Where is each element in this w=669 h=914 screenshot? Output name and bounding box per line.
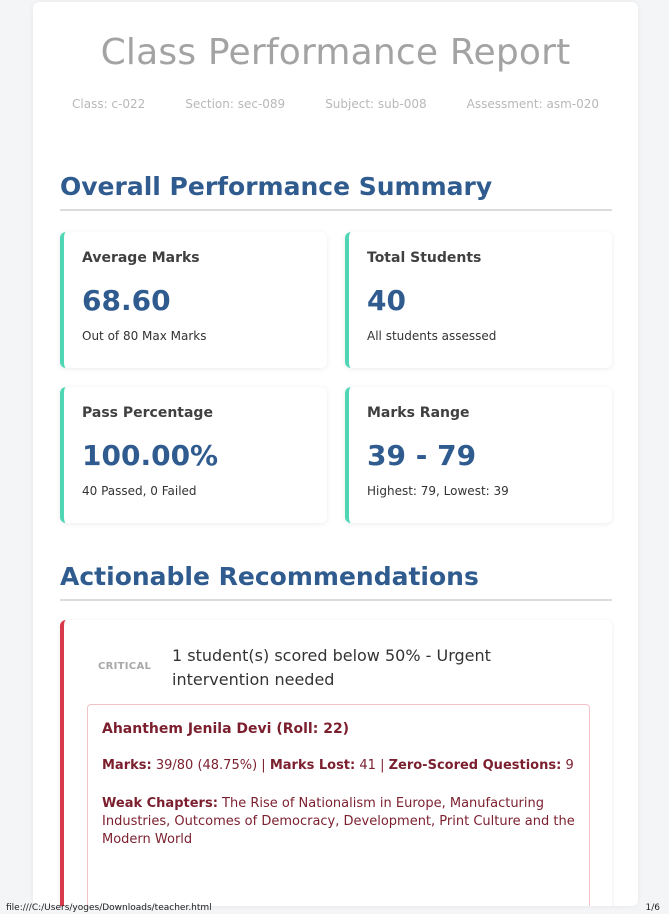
marks-lost-value: 41	[359, 758, 376, 773]
card-value: 39 - 79	[367, 439, 477, 472]
card-subtext: All students assessed	[367, 329, 497, 343]
recommendations-heading: Actionable Recommendations	[60, 562, 612, 601]
card-title: Marks Range	[367, 405, 470, 421]
zero-scored-value: 9	[565, 758, 574, 773]
summary-heading: Overall Performance Summary	[60, 172, 612, 211]
print-footer-path: file:///C:/Users/yoges/Downloads/teacher.html	[6, 903, 212, 913]
weak-chapters-line	[102, 795, 575, 849]
card-subtext: 40 Passed, 0 Failed	[82, 484, 197, 498]
print-footer-page-number: 1/6	[645, 903, 660, 913]
marks-value: 39/80 (48.75%)	[155, 758, 258, 773]
marks-lost-label: Marks Lost:	[269, 758, 356, 773]
card-title: Total Students	[367, 250, 482, 266]
card-value: 40	[367, 284, 406, 317]
zero-scored-label: Zero-Scored Questions:	[388, 758, 562, 773]
summary-card-pass-percentage	[60, 387, 327, 523]
weak-chapters-value: The Rise of Nationalism in Europe, Manufacturing Industries, Outcomes of Democracy, Development, Print Culture and the Modern World	[102, 796, 575, 847]
report-meta	[33, 97, 638, 111]
card-title: Pass Percentage	[82, 405, 213, 421]
student-name: Ahanthem Jenila Devi (Roll: 22)	[102, 721, 350, 737]
priority-badge: CRITICAL	[98, 661, 152, 672]
summary-card-total-students	[345, 232, 612, 368]
report-page	[33, 2, 638, 906]
separator: |	[380, 758, 385, 773]
summary-card-marks-range	[345, 387, 612, 523]
student-marks-line	[102, 757, 575, 775]
card-subtext: Highest: 79, Lowest: 39	[367, 484, 509, 498]
meta-class: Class: c-022	[72, 97, 146, 111]
card-value: 68.60	[82, 284, 171, 317]
recommendation-card-critical	[60, 620, 612, 906]
student-detail-box	[87, 704, 590, 906]
meta-subject: Subject: sub-008	[325, 97, 427, 111]
meta-section: Section: sec-089	[185, 97, 286, 111]
report-title: Class Performance Report	[100, 32, 571, 73]
separator: |	[261, 758, 266, 773]
card-value: 100.00%	[82, 439, 219, 472]
recommendation-message: 1 student(s) scored below 50% - Urgent intervention needed	[172, 646, 491, 689]
marks-label: Marks:	[102, 758, 152, 773]
summary-card-average	[60, 232, 327, 368]
card-title: Average Marks	[82, 250, 200, 266]
meta-assessment: Assessment: asm-020	[466, 97, 599, 111]
weak-chapters-label: Weak Chapters:	[102, 796, 218, 811]
card-subtext: Out of 80 Max Marks	[82, 329, 207, 343]
